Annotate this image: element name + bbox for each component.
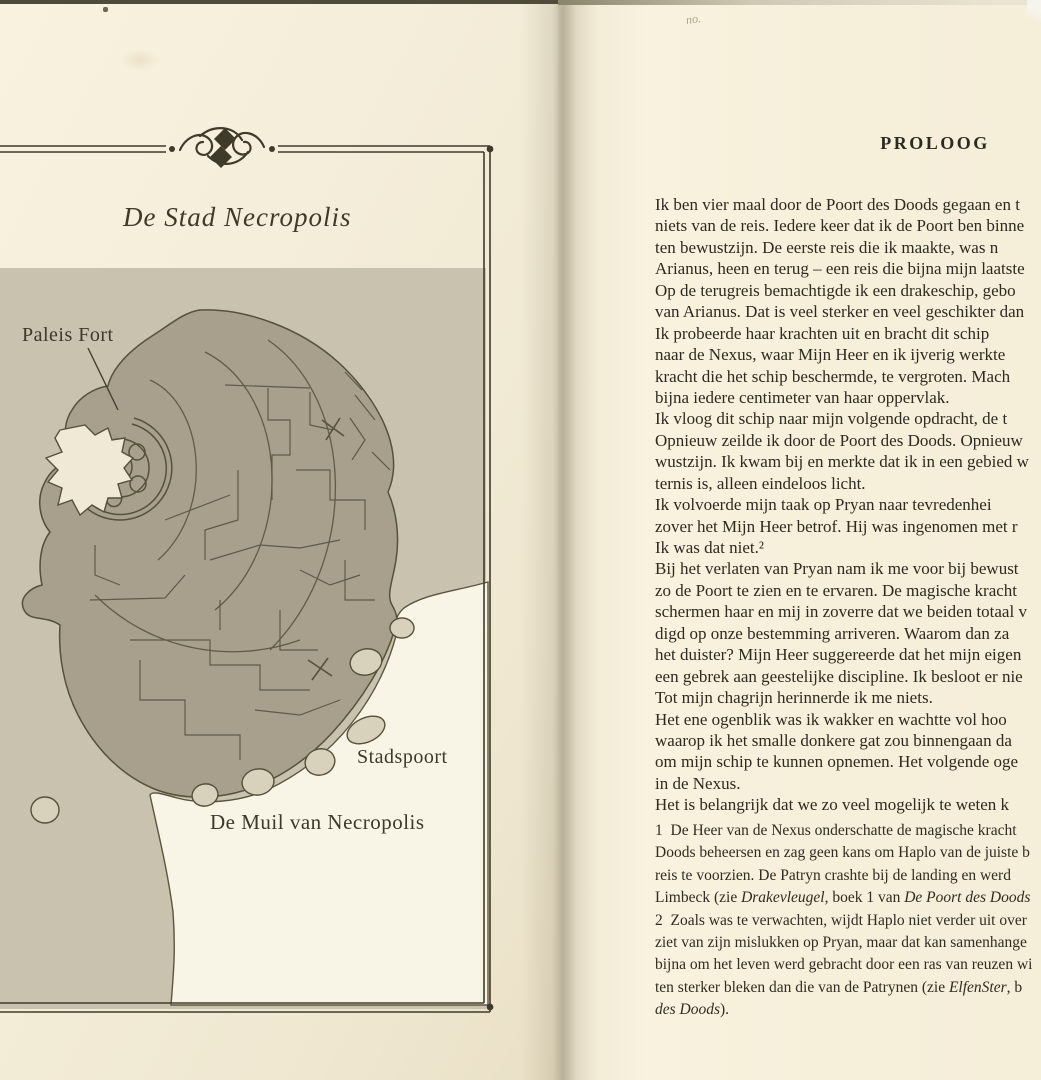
necropolis-map: [0, 4, 558, 1080]
map-title: De Stad Necropolis: [123, 202, 352, 232]
body-text-line: Ik vloog dit schip naar mijn volgende opdracht, de t: [655, 409, 1008, 429]
body-text-line: Het ene ogenblik was ik wakker en wachtte vol hoo: [655, 709, 1007, 729]
left-page: [0, 4, 558, 1080]
body-text-line: Arianus, heen en terug – een reis die bijna mijn laatste: [655, 259, 1025, 279]
photo-top-edge-left: [0, 0, 558, 4]
body-text-line: in de Nexus.: [655, 773, 741, 793]
body-text-line: het duister? Mijn Heer suggereerde dat het mijn eigen: [655, 645, 1022, 665]
footnote-line: bijna om het leven werd gebracht door een ras van reuzen wi: [655, 956, 1033, 974]
map-label-paleis-fort: Paleis Fort: [22, 324, 114, 346]
body-text-line: digd op onze bestemming arriveren. Waarom dan za: [655, 623, 1010, 643]
footnote-line: reis te voorzien. De Patryn crashte bij de landing en werd: [655, 866, 1011, 884]
footnote-line: 1 De Heer van de Nexus onderschatte de magische kracht: [655, 822, 1017, 839]
page-corner-sliver: [1027, 0, 1041, 30]
body-text-line: een gebrek aan geestelijke discipline. Ik besloot er nie: [655, 666, 1023, 686]
body-text-line: Op de terugreis bemachtigde ik een drakeschip, gebo: [655, 280, 1016, 300]
body-text-line: schermen haar en mij in zoverre dat we beiden totaal v: [655, 602, 1027, 622]
body-text-line: zover het Mijn Heer betrof. Hij was ingenomen met r: [655, 516, 1018, 536]
body-text-line: Ik was dat niet.²: [655, 538, 764, 557]
body-text-line: van Arianus. Dat is veel sterker en veel geschikter dan: [655, 302, 1025, 322]
body-text-line: kracht die het schip beschermde, te vergroten. Mach: [655, 366, 1011, 386]
footnote-line: des Doods).: [655, 1001, 730, 1019]
photo-top-edge-right: [558, 0, 1041, 5]
map-label-stadspoort: Stadspoort: [357, 746, 448, 768]
footnote-line: 2 Zoals was te verwachten, wijdt Haplo niet verder uit over: [655, 911, 1027, 929]
map-label-muil-van-necropolis: De Muil van Necropolis: [210, 810, 425, 834]
body-text-line: Tot mijn chagrijn herinnerde ik me niets.: [655, 688, 933, 708]
body-text-line: Ik ben vier maal door de Poort des Doods gegaan en t: [655, 195, 1020, 214]
body-text-line: om mijn schip te kunnen opnemen. Het volgende oge: [655, 752, 1019, 772]
body-text-line: Ik volvoerde mijn taak op Pryan naar tevredenhei: [655, 495, 992, 515]
pencil-mark: no.: [685, 11, 702, 27]
footnote-line: ziet van zijn mislukken op Pryan, maar dat kan samenhange: [655, 933, 1027, 951]
ornament: [180, 128, 264, 168]
body-text-line: Het is belangrijk dat we zo veel mogelijk te weten k: [655, 795, 1010, 815]
body-text-line: ten bewustzijn. De eerste reis die ik maakte, was n: [655, 237, 999, 257]
body-text-line: zo de Poort te zien en te ervaren. De magische kracht: [655, 580, 1018, 600]
footnotes: [655, 820, 1041, 1022]
chapter-heading: PROLOOG: [880, 133, 990, 153]
body-text-line: wustzijn. Ik kwam bij en merkte dat ik in een gebied w: [655, 452, 1029, 472]
body-text-line: naar de Nexus, waar Mijn Heer en ik ijverig werkte: [655, 345, 1006, 365]
body-text-line: ternis is, alleen eindeloos licht.: [655, 473, 866, 493]
body-text-line: niets van de reis. Iedere keer dat ik de Poort ben binne: [655, 216, 1025, 236]
body-text-line: Ik probeerde haar krachten uit en bracht dit schip: [655, 323, 990, 343]
right-page: [558, 0, 1041, 1080]
body-text-line: bijna iedere centimeter van haar oppervlak.: [655, 387, 950, 407]
footnote-line: Limbeck (zie Drakevleugel, boek 1 van De Poort des Doods: [655, 889, 1031, 907]
footnote-line: ten sterker bleken dan die van de Patrynen (zie ElfenSter, b: [655, 978, 1023, 996]
body-text-line: Opnieuw zeilde ik door de Poort des Doods. Opnieuw: [655, 430, 1023, 450]
body-text-line: Bij het verlaten van Pryan nam ik me voor bij bewust: [655, 559, 1019, 579]
body-text: [655, 194, 1041, 816]
footnote-line: Doods beheersen en zag geen kans om Haplo van de juiste b: [655, 844, 1030, 862]
body-text-line: waarop ik het smalle donkere gat zou binnengaan da: [655, 730, 1012, 750]
